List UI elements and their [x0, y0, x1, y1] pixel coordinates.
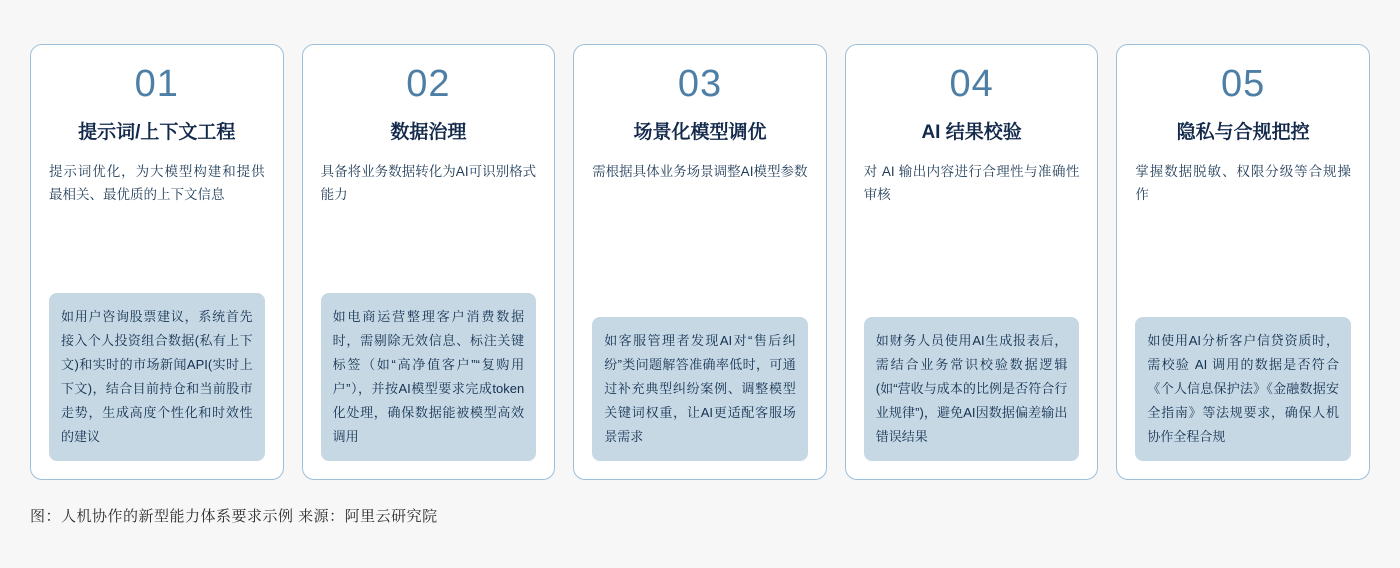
card-example: 如客服管理者发现AI对“售后纠纷”类问题解答准确率低时，可通过补充典型纠纷案例、调整模型关键词权重，让AI更适配客服场景需求 — [592, 317, 808, 461]
card-example: 如用户咨询股票建议，系统首先接入个人投资组合数据(私有上下文)和实时的市场新闻API(实时上下文)，结合目前持仓和当前股市走势，生成高度个性化和时效性的建议 — [49, 293, 265, 461]
card-title: 隐私与合规把控 — [1176, 122, 1310, 143]
card-description: 具备将业务数据转化为AI可识别格式能力 — [320, 163, 537, 203]
capability-card — [30, 44, 284, 480]
card-title: 场景化模型调优 — [633, 122, 767, 143]
card-number: 02 — [406, 63, 451, 105]
card-title: AI 结果校验 — [921, 122, 1022, 143]
card-example: 如电商运营整理客户消费数据时，需剔除无效信息、标注关键标签（如“高净值客户”“复购用户”），并按AI模型要求完成token化处理，确保数据能被模型高效调用 — [321, 293, 537, 461]
card-number: 01 — [134, 63, 179, 105]
card-description: 对 AI 输出内容进行合理性与准确性审核 — [863, 163, 1080, 203]
card-title: 提示词/上下文工程 — [78, 122, 236, 143]
card-description: 掌握数据脱敏、权限分级等合规操作 — [1135, 163, 1351, 203]
card-example: 如使用AI分析客户信贷资质时，需校验 AI 调用的数据是否符合《个人信息保护法》《金融数据安全指南》等法规要求，确保人机协作全程合规 — [1135, 317, 1351, 461]
card-number: 03 — [677, 63, 723, 105]
card-number: 04 — [949, 63, 994, 105]
capability-card-list — [30, 44, 1370, 480]
card-description: 需根据具体业务场景调整AI模型参数 — [592, 163, 808, 179]
card-description: 提示词优化，为大模型构建和提供最相关、最优质的上下文信息 — [49, 163, 265, 203]
capability-card — [573, 44, 827, 480]
card-example: 如财务人员使用AI生成报表后，需结合业务常识校验数据逻辑(如“营收与成本的比例是否符合行业规律”)，避免AI因数据偏差输出错误结果 — [864, 317, 1080, 461]
capability-card — [1116, 44, 1370, 480]
figure-caption: 图：人机协作的新型能力体系要求示例 来源：阿里云研究院 — [30, 508, 438, 525]
capability-card — [302, 44, 556, 480]
card-number: 05 — [1221, 63, 1266, 105]
card-title: 数据治理 — [390, 122, 467, 143]
capability-card — [845, 44, 1099, 480]
